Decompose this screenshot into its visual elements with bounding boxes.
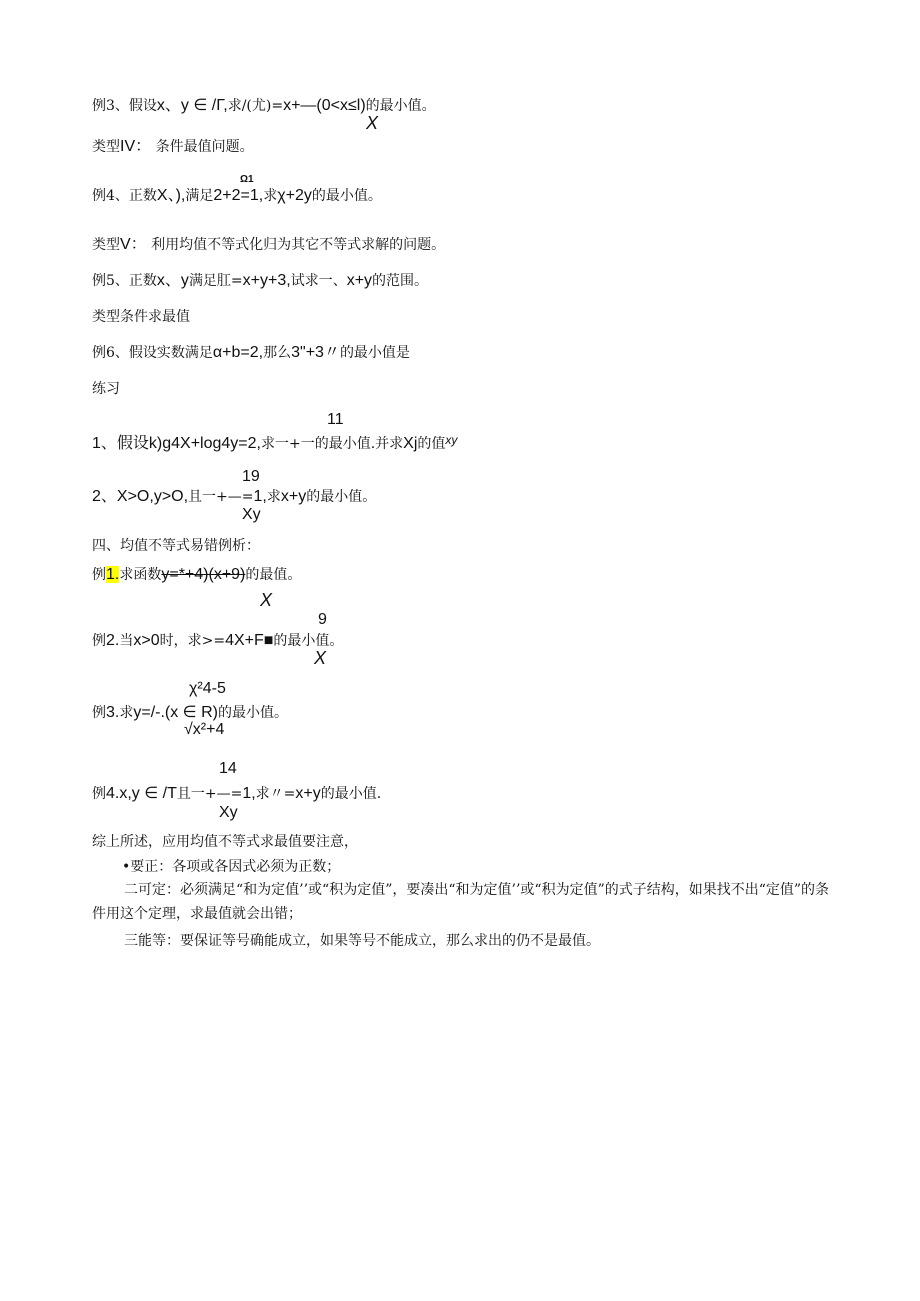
error-example-2 xyxy=(92,632,343,650)
error-example-2-text-2: 时，求>= xyxy=(159,633,226,649)
example-3-expr: x+—(0<x≤l) xyxy=(283,97,366,114)
error-example-1-text: 求函数 xyxy=(119,567,162,583)
example-4-text: 满足 xyxy=(185,188,214,204)
error-example-4-expr: x+y xyxy=(295,785,321,802)
example-6-suffix: 的最小值是 xyxy=(339,345,410,361)
type-5-label: 类型 xyxy=(92,237,120,253)
example-5-equation: x+y+3, xyxy=(242,272,291,289)
practice-2 xyxy=(92,488,376,506)
error-example-4-text: 且一+—= xyxy=(176,786,243,802)
practice-1-suffix: 的值 xyxy=(417,436,446,452)
example-5-suffix: 的范围。 xyxy=(372,273,429,289)
error-example-1-highlight: 1. xyxy=(106,566,120,583)
practice-2-condition: X>O,y>O, xyxy=(116,488,189,505)
practice-1-label: 1、假设 xyxy=(92,435,149,452)
practice-2-numerator: 19 xyxy=(242,468,260,485)
example-3 xyxy=(92,97,436,115)
error-example-3-numerator: χ²4-5 xyxy=(189,680,226,697)
error-example-4-label: 例 xyxy=(92,786,106,802)
practice-1-text: 求一+一的最小值.并求 xyxy=(260,436,404,452)
example-5-text: 满足肛= xyxy=(188,273,243,289)
example-4-label: 例4、正数 xyxy=(92,188,157,204)
example-6 xyxy=(92,344,410,362)
example-5-math: x、y xyxy=(156,272,189,289)
error-example-1 xyxy=(92,566,301,584)
error-example-3-number: 3. xyxy=(106,704,120,721)
example-4-math: X、), xyxy=(156,187,186,204)
summary-item-1: •要正：各项或各因式必须为正数； xyxy=(122,859,341,875)
example-3-text: 求/(尤)= xyxy=(227,98,284,114)
error-example-3-text: 求 xyxy=(119,705,134,721)
error-example-2-expr: 4X+F■ xyxy=(225,632,274,649)
example-6-math: α+b=2, xyxy=(212,344,264,361)
example-6-label: 例6、假设实数满足 xyxy=(92,345,213,361)
example-3-denominator: X xyxy=(366,113,379,133)
example-3-suffix: 的最小值。 xyxy=(365,98,436,114)
error-example-1-denominator: X xyxy=(260,590,273,610)
error-example-4-suffix: 的最小值. xyxy=(320,786,382,802)
practice-1-numerator: 11 xyxy=(327,411,344,428)
practice-1-equation: k)g4X+log4y=2, xyxy=(148,435,261,452)
practice-2-text: 且一+—= xyxy=(188,489,254,505)
error-example-3-function: y=/-.(x ∈ R) xyxy=(133,704,218,721)
example-6-expr: 3"+3〃 xyxy=(291,344,340,361)
error-example-2-condition: x>0 xyxy=(133,632,160,649)
error-example-3-label: 例 xyxy=(92,705,106,721)
example-4-equation: 2+2=1, xyxy=(213,187,264,204)
type-6-heading: 类型条件求最值 xyxy=(92,309,190,325)
error-example-2-numerator: 9 xyxy=(318,611,327,628)
error-example-2-denominator: X xyxy=(314,648,327,668)
practice-1-expr: Xj xyxy=(403,435,418,452)
error-example-4 xyxy=(92,785,381,803)
error-example-3-suffix: 的最小值。 xyxy=(217,705,288,721)
error-example-4-numerator: 14 xyxy=(219,760,237,777)
practice-2-expr: x+y xyxy=(280,488,307,505)
error-example-2-suffix: 的最小值。 xyxy=(273,633,344,649)
type-4-label: 类型 xyxy=(92,139,120,155)
example-4-superscript: Ω1 xyxy=(240,174,254,185)
error-example-4-condition: 4.x,y ∈ /T xyxy=(106,785,177,802)
type-5-heading xyxy=(92,236,445,254)
example-4-text-2: 求 xyxy=(263,188,278,204)
error-example-4-denominator: Xy xyxy=(219,804,238,821)
example-4-expr: χ+2y xyxy=(277,187,312,204)
example-4-suffix: 的最小值。 xyxy=(311,188,382,204)
error-example-2-text: 当 xyxy=(119,633,134,649)
practice-2-text-2: 求 xyxy=(266,489,281,505)
error-example-1-label: 例 xyxy=(92,567,106,583)
type-4-numeral: IV： xyxy=(120,138,152,155)
type-4-heading xyxy=(92,138,254,156)
error-example-1-suffix: 的最值。 xyxy=(245,567,302,583)
section-4-heading: 四、均值不等式易错例析： xyxy=(92,538,260,554)
practice-1 xyxy=(92,431,457,453)
example-5-label: 例5、正数 xyxy=(92,273,157,289)
example-6-text: 那么 xyxy=(263,345,292,361)
error-example-4-value: 1, xyxy=(242,785,256,802)
type-5-numeral: V： xyxy=(120,236,147,253)
error-example-2-label: 例 xyxy=(92,633,106,649)
example-4 xyxy=(92,187,382,205)
practice-2-denominator: Xy xyxy=(242,506,261,523)
type-4-text: 条件最值问题。 xyxy=(151,139,254,155)
summary-item-2: 二可定：必须满足“和为定值’’或“积为定值”，要凑出“和为定值’’或“积为定值”的式子结构，如果找不出“定值”的条件用这个定理，求最值就会出错； xyxy=(92,882,830,922)
error-example-3 xyxy=(92,704,288,722)
practice-heading: 练习 xyxy=(92,381,120,397)
error-example-1-function: y=*+4)(x+9) xyxy=(161,566,246,583)
example-5-text-2: 试求一、 xyxy=(290,273,347,289)
example-5 xyxy=(92,272,428,290)
summary-item-3: 三能等：要保证等号确能成立，如果等号不能成立，那么求出的仍不是最值。 xyxy=(124,933,600,949)
summary-intro: 综上所述，应用均值不等式求最值要注意， xyxy=(92,834,358,850)
example-5-expr: x+y xyxy=(346,272,373,289)
error-example-4-text-2: 求〃= xyxy=(255,786,296,802)
practice-2-value: 1, xyxy=(253,488,267,505)
error-example-3-denominator: √x²+4 xyxy=(184,721,225,738)
practice-2-suffix: 的最小值。 xyxy=(306,489,377,505)
example-3-math: x、y ∈ /Γ, xyxy=(156,97,228,114)
example-3-label: 例3、假设 xyxy=(92,98,157,114)
practice-1-tail: xy xyxy=(445,433,458,447)
error-example-2-number: 2. xyxy=(106,632,120,649)
practice-2-label: 2、 xyxy=(92,488,117,505)
type-5-text: 利用均值不等式化归为其它不等式求解的问题。 xyxy=(146,237,446,253)
